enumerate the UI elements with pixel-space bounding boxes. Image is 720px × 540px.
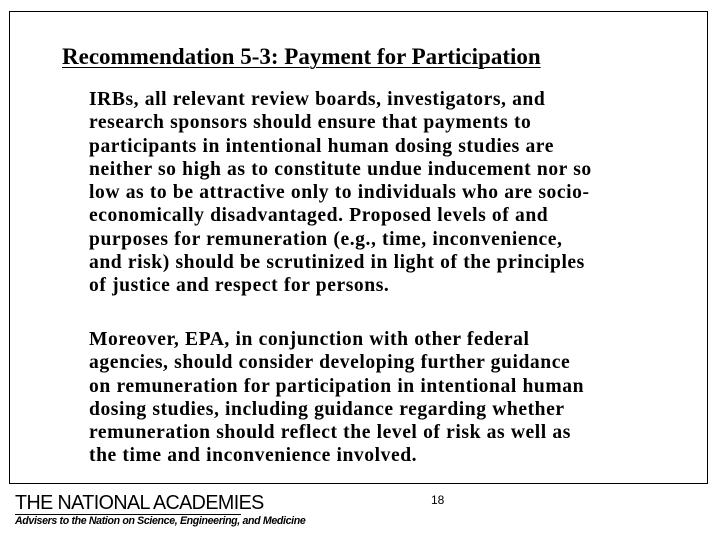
- slide-title: Recommendation 5-3: Payment for Participation: [62, 44, 541, 69]
- paragraph-line: Moreover, EPA, in conjunction with other federal: [89, 329, 530, 350]
- paragraph-line: agencies, should consider developing further guidance: [89, 352, 571, 374]
- logo-tagline: Advisers to the Nation on Science, Engineering, and Medicine: [15, 515, 306, 527]
- national-academies-logo: [15, 491, 306, 532]
- logo-name: THE NATIONAL ACADEMIES: [15, 491, 264, 514]
- paragraph-line: remuneration should reflect the level of risk as well as: [89, 422, 571, 444]
- paragraph-line: participants in intentional human dosing studies are: [89, 135, 554, 157]
- page-number: 18: [431, 493, 445, 507]
- paragraph-line: neither so high as to constitute undue inducement nor so: [89, 158, 592, 180]
- paragraph-line: the time and inconvenience involved.: [89, 445, 418, 467]
- paragraph-line: low as to be attractive only to individuals who are socio-: [89, 182, 590, 204]
- paragraph-line: dosing studies, including guidance regarding whether: [89, 398, 565, 420]
- paragraph-line: IRBs, all relevant review boards, investigators, and: [89, 89, 546, 110]
- paragraph-line: of justice and respect for persons.: [89, 275, 390, 297]
- recommendation-paragraph: [89, 88, 674, 298]
- paragraph-line: economically disadvantaged. Proposed levels of and: [89, 205, 549, 227]
- paragraph-line: research sponsors should ensure that payments to: [89, 112, 532, 134]
- paragraph-line: purposes for remuneration (e.g., time, inconvenience,: [89, 228, 563, 250]
- paragraph-line: and risk) should be scrutinized in light of the principles: [89, 252, 585, 274]
- paragraph-line: on remuneration for participation in intentional human: [89, 375, 585, 397]
- guidance-paragraph: [89, 328, 674, 468]
